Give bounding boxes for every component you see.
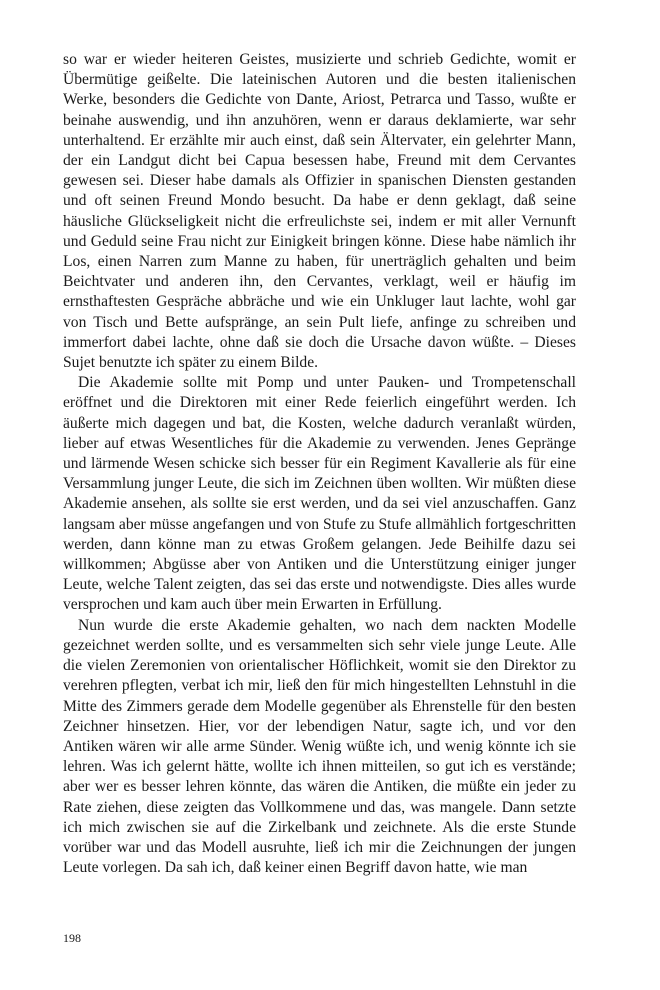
page-number: 198 <box>63 931 81 945</box>
body-text <box>63 50 576 878</box>
paragraph-3: Nun wurde die erste Akademie gehalten, wo nach dem nackten Modelle gezeichnet werden sollte, und es versammelten sich sehr viele junge Leute. Alle die vielen Zeremonien von orientalischer Höflichkeit, womit sie den Direktor zu verehren pflegten, verbat ich mir, ließ den für mich hingestellten Lehnstuhl in die Mitte des Zimmers gerade dem Modelle gegenüber als Ehrenstelle für den besten Zeichner hinsetzen. Hier, vor der lebendigen Natur, sagte ich, und vor den Antiken wären wir alle arme Sünder. Wenig wüßte ich, und wenig könnte ich sie lehren. Was ich gelernt hätte, wollte ich ihnen mitteilen, so gut ich es verstände; aber wer es besser lehren könnte, das wären die Antiken, die müßte ein jeder zu Rate ziehen, diese zeigten das Vollkommene und das, was mangele. Dann setzte ich mich zwischen sie auf die Zirkelbank und zeichnete. Als die erste Stunde vorüber war und das Modell ausruhte, ließ ich mir die Zeichnungen der jungen Leute vorlegen. Da sah ich, daß keiner einen Begriff davon hatte, wie man <box>63 616 576 877</box>
paragraph-2: Die Akademie sollte mit Pomp und unter Pauken- und Trompetenschall eröffnet und die Direktoren mit einer Rede feierlich eingeführt werden. Ich äußerte mich dagegen und bat, die Kosten, welche dadurch veranlaßt würden, lieber auf etwas Wesentliches für die Akademie zu verwenden. Jenes Gepränge und lärmende Wesen schicke sich besser für ein Regiment Kavallerie als für eine Versammlung junger Leute, die sich im Zeichnen üben wollten. Wir müßten diese Akademie ansehen, als sollte sie erst werden, und da sei viel anzuschaffen. Ganz langsam aber müsse angefangen und von Stufe zu Stufe allmählich fortgeschritten werden, dann könne man zu etwas Großem gelangen. Jede Beihilfe dazu sei willkommen; Abgüsse aber von Antiken und die Unterstützung einiger junger Leute, welche Talent zeigten, das sei das erste und notwendigste. Dies alles wurde versprochen und kam auch über mein Erwarten in Erfüllung. <box>63 374 576 614</box>
paragraph-1: so war er wieder heiteren Geistes, musizierte und schrieb Gedichte, womit er Übermütige geißelte. Die lateinischen Autoren und die besten italienischen Werke, besonders die Gedichte von Dante, Ariost, Petrarca und Tasso, wußte er beinahe auswendig, und ihn anzuhören, wenn er daraus deklamierte, war sehr unterhaltend. Er erzählte mir auch einst, daß sein Ältervater, ein gelehrter Mann, der ein Landgut dicht bei Capua besessen habe, Freund mit dem Cervantes gewesen sei. Dieser habe damals als Offizier in spanischen Diensten gestanden und oft seinen Freund Mondo besucht. Da habe er denn geklagt, daß seine häusliche Glückseligkeit nicht die erfreulichste sei, indem er mit aller Vernunft und Geduld seine Frau nicht zur Einigkeit bringen könne. Diese habe nämlich ihr Los, einen Narren zum Manne zu haben, für unerträglich gehalten und beim Beichtvater und anderen ihn, den Cervantes, verklagt, weil er häufig im ernsthaftesten Gespräche abbräche und wie ein Unkluger laut lachte, wohl gar von Tisch und Bette aufspränge, an sein Pult liefe, anfinge zu schreiben und immerfort dabei lachte, ohne daß sie doch die Ursache davon wüßte. – Dieses Sujet benutzte ich später zu einem Bilde. <box>63 51 576 372</box>
